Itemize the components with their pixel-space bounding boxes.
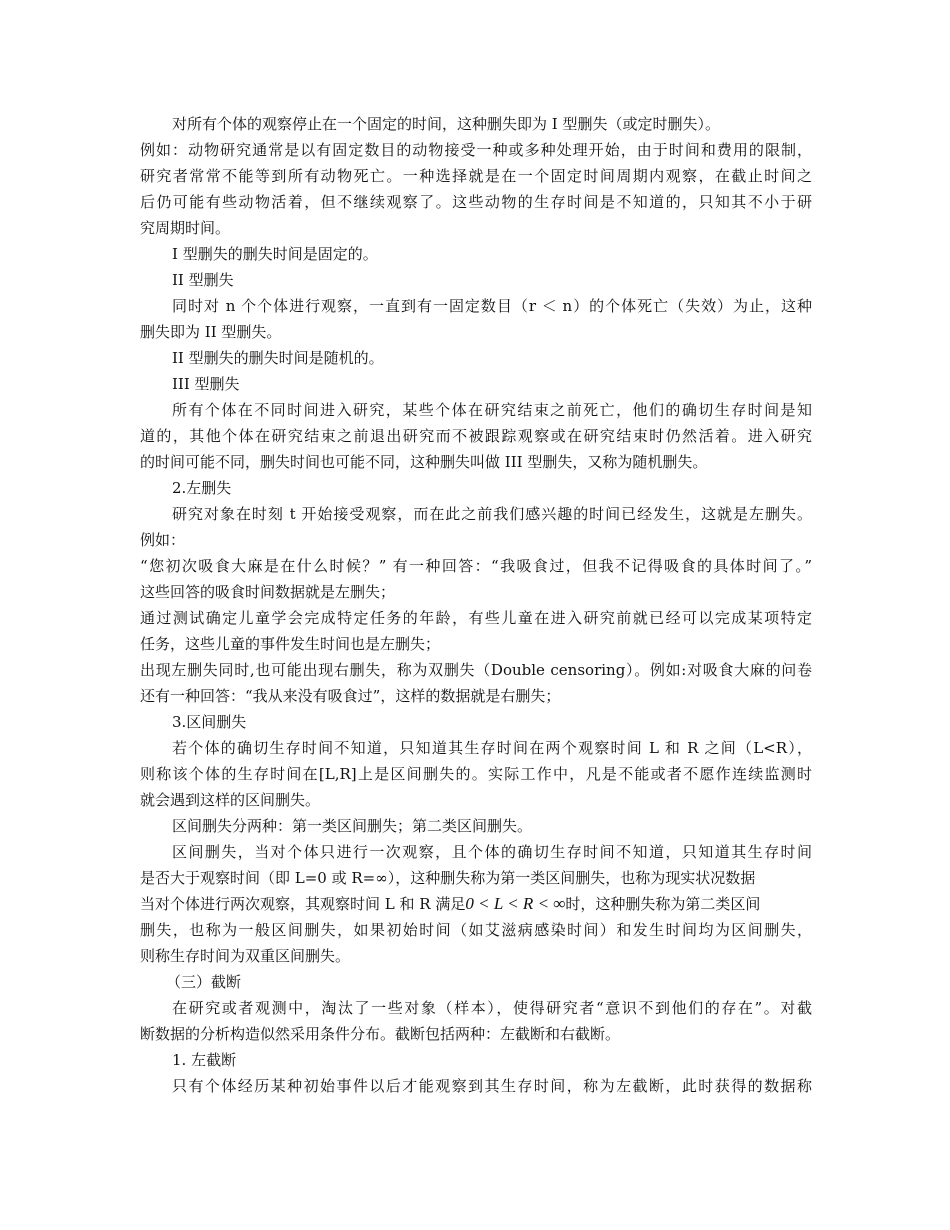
section-heading: 3.区间删失 <box>172 713 247 731</box>
text-line: 则称该个体的生存时间在[L,R]上是区间删失的。实际工作中，凡是不能或者不愿作连续监测时 <box>140 765 812 783</box>
text-line: 后仍可能有些动物活着，但不继续观察了。这些动物的生存时间是不知道的，只知其不小于研 <box>140 193 812 211</box>
text-line: 删失即为 II 型删失。 <box>140 323 282 341</box>
text-line: 研究对象在时刻 t 开始接受观察，而在此之前我们感兴趣的时间已经发生，这就是左删失。 <box>172 505 812 523</box>
subheading: III 型删失 <box>172 375 240 393</box>
text-line: “您初次吸食大麻是在什么时候？” 有一种回答：“我吸食过，但我不记得吸食的具体时间了。” <box>140 557 812 575</box>
text-line: 究周期时间。 <box>140 219 231 237</box>
text-line: 就会遇到这样的区间删失。 <box>140 791 321 809</box>
text-line: 若个体的确切生存时间不知道，只知道其生存时间在两个观察时间 L 和 R 之间（L<R）， <box>172 739 812 757</box>
section-heading: （三）截断 <box>166 973 242 991</box>
text-line: 例如： <box>140 531 186 549</box>
text-line: 通过测试确定儿童学会完成特定任务的年龄，有些儿童在进入研究前就已经可以完成某项特定 <box>140 609 812 627</box>
text-line: 只有个体经历某种初始事件以后才能观察到其生存时间，称为左截断，此时获得的数据称 <box>172 1077 812 1095</box>
text-segment: 时，这种删失称为第二类区间 <box>565 895 761 913</box>
text-line: 例如：动物研究通常是以有固定数目的动物接受一种或多种处理开始，由于时间和费用的限制， <box>140 141 812 159</box>
subheading: II 型删失 <box>172 271 234 289</box>
text-line: 断数据的分析构造似然采用条件分布。截断包括两种：左截断和右截断。 <box>140 1025 621 1043</box>
text-line: 还有一种回答：“我从来没有吸食过”，这样的数据就是右删失； <box>140 687 561 705</box>
text-line: 任务，这些儿童的事件发生时间也是左删失； <box>140 635 441 653</box>
text-line: 对所有个体的观察停止在一个固定的时间，这种删失即为 I 型删失（或定时删失）。 <box>172 115 720 133</box>
text-line: II 型删失的删失时间是随机的。 <box>172 349 384 367</box>
text-line: 所有个体在不同时间进入研究，某些个体在研究结束之前死亡，他们的确切生存时间是知 <box>172 401 812 419</box>
text-line: 出现左删失同时,也可能出现右删失，称为双删失（Double censoring）。例如:对吸食大麻的问卷 <box>140 661 812 679</box>
text-line: 删失，也称为一般区间删失，如果初始时间（如艾滋病感染时间）和发生时间均为区间删失， <box>140 921 812 939</box>
text-line: 是否大于观察时间（即 L=0 或 R=∞），这种删失称为第一类区间删失，也称为现实状况数据 <box>140 869 756 887</box>
text-line: 在研究或者观测中，淘汰了一些对象（样本），使得研究者“意识不到他们的存在”。对截 <box>172 999 812 1017</box>
text-line: 区间删失分两种：第一类区间删失；第二类区间删失。 <box>172 817 533 835</box>
inequality-formula: 0 < L < R < ∞ <box>465 894 566 913</box>
text-segment: 当对个体进行两次观察，其观察时间 L 和 R 满足 <box>140 895 466 913</box>
text-line: 则称生存时间为双重区间删失。 <box>140 947 351 965</box>
text-line: I 型删失的删失时间是固定的。 <box>172 245 378 263</box>
text-line: 这些回答的吸食时间数据就是左删失； <box>140 583 396 601</box>
text-line: 的时间可能不同，删失时间也可能不同，这种删失叫做 III 型删失，又称为随机删失。 <box>140 453 708 471</box>
section-heading: 2.左删失 <box>172 479 232 497</box>
text-line: 区间删失，当对个体只进行一次观察，且个体的确切生存时间不知道，只知道其生存时间 <box>172 843 812 861</box>
text-line: 道的，其他个体在研究结束之前退出研究而不被跟踪观察或在研究结束时仍然活着。进入研究 <box>140 427 812 445</box>
text-line: 研究者常常不能等到所有动物死亡。一种选择就是在一个固定时间周期内观察，在截止时间之 <box>140 167 812 185</box>
subheading: 1. 左截断 <box>172 1051 237 1069</box>
text-line: 同时对 n 个个体进行观察，一直到有一固定数目（r ＜ n）的个体死亡（失效）为止，这种 <box>172 297 812 315</box>
text-line-with-formula <box>140 891 812 917</box>
